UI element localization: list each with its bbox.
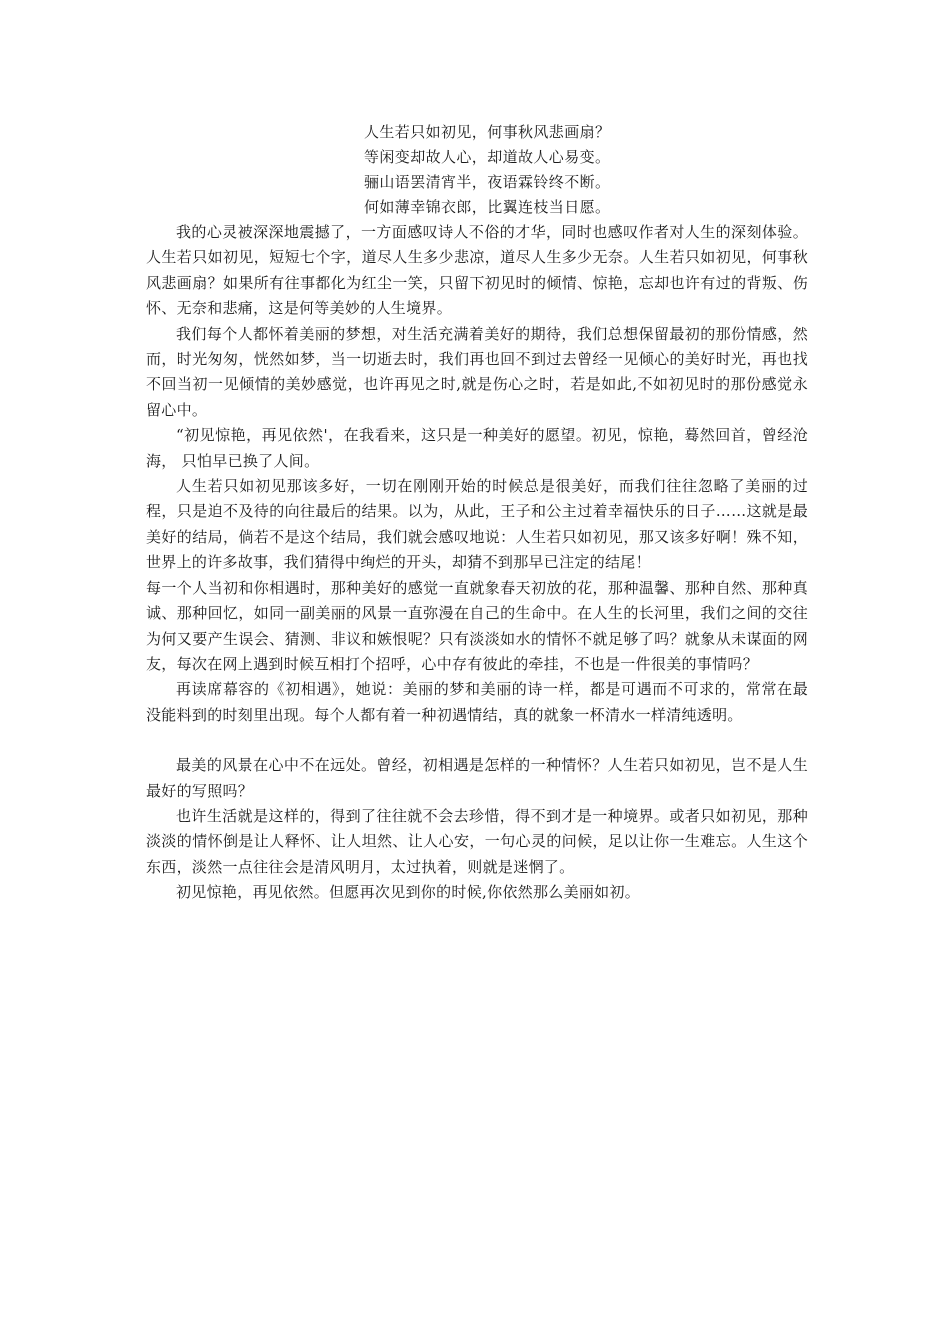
paragraph-4: 人生若只如初见那该多好，一切在刚刚开始的时候总是很美好，而我们往往忽略了美丽的过程，只是迫不及待的向往最后的结果。以为，从此，王子和公主过着幸福快乐的日子……这就是最美好的结局，倘若不是这个结局，我们就会感叹地说：人生若只如初见，那又该多好啊！殊不知，世界上的许多故事，我们猜得中绚烂的开头，却猜不到那早已注定的结尾！ xyxy=(146,477,808,572)
poem xyxy=(364,120,808,220)
poem-line-2: 等闲变却故人心，却道故人心易变。 xyxy=(364,148,611,166)
paragraph-5: 每一个人当初和你相遇时，那种美好的感觉一直就象春天初放的花，那种温馨、那种自然、那种真诚、那种回忆，如同一副美丽的风景一直弥漫在自己的生命中。在人生的长河里，我们之间的交往为何又要产生误会、猜测、非议和嫉恨呢？只有淡淡如水的情怀不就足够了吗？就象从未谋面的网友，每次在网上遇到时候互相打个招呼，心中存有彼此的牵挂，不也是一件很美的事情吗？ xyxy=(146,578,808,673)
poem-line-4: 何如薄幸锦衣郎，比翼连枝当日愿。 xyxy=(364,198,611,216)
poem-line-3: 骊山语罢清宵半，夜语霖铃终不断。 xyxy=(364,173,611,191)
paragraph-gap xyxy=(146,728,808,753)
paragraph-6: 再读席幕容的《初相遇》，她说：美丽的梦和美丽的诗一样，都是可遇而不可求的，常常在最没能料到的时刻里出现。每个人都有着一种初遇情结，真的就象一杯清水一样清纯透明。 xyxy=(146,680,808,724)
paragraph-2: 我们每个人都怀着美丽的梦想，对生活充满着美好的期待，我们总想保留最初的那份情感，然而，时光匆匆，恍然如梦，当一切逝去时，我们再也回不到过去曾经一见倾心的美好时光，再也找不回当初一见倾情的美妙感觉，也许再见之时,就是伤心之时，若是如此,不如初见时的那份感觉永留心中。 xyxy=(146,324,808,419)
poem-line-1: 人生若只如初见，何事秋风悲画扇？ xyxy=(364,123,611,141)
paragraph-7: 最美的风景在心中不在远处。曾经，初相遇是怎样的一种情怀？人生若只如初见，岂不是人生最好的写照吗？ xyxy=(146,756,808,800)
paragraph-1: 我的心灵被深深地震撼了，一方面感叹诗人不俗的才华，同时也感叹作者对人生的深刻体验。人生若只如初见，短短七个字，道尽人生多少悲凉，道尽人生多少无奈。人生若只如初见，何事秋风悲画扇？如果所有往事都化为红尘一笑，只留下初见时的倾情、惊艳，忘却也许有过的背叛、伤怀、无奈和悲痛，这是何等美妙的人生境界。 xyxy=(146,223,808,318)
paragraph-9: 初见惊艳，再见依然。但愿再次见到你的时候,你依然那么美丽如初。 xyxy=(176,883,641,902)
essay-body xyxy=(146,220,808,906)
document-page xyxy=(146,120,808,906)
paragraph-3: “初见惊艳，再见依然'，在我看来，这只是一种美好的愿望。初见，惊艳，蓦然回首，曾经沧海， 只怕早已换了人间。 xyxy=(146,426,808,470)
paragraph-8: 也许生活就是这样的，得到了往往就不会去珍惜，得不到才是一种境界。或者只如初见，那种淡淡的情怀倒是让人释怀、让人坦然、让人心安，一句心灵的问候，足以让你一生难忘。人生这个东西，淡然一点往往会是清风明月，太过执着，则就是迷惘了。 xyxy=(146,806,808,876)
